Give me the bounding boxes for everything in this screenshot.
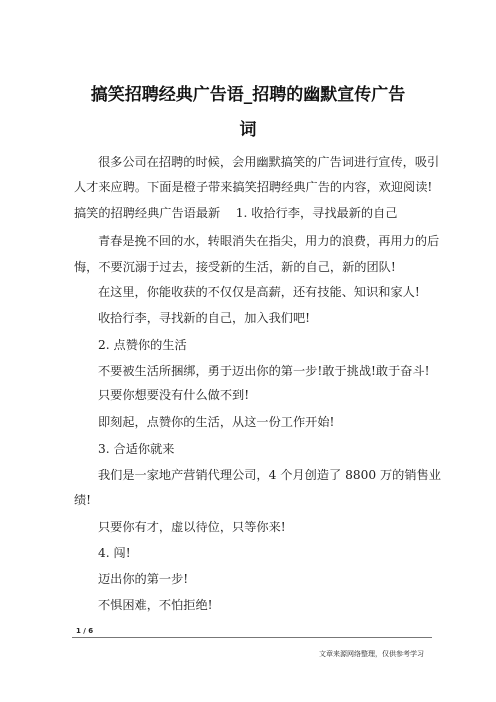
section-heading: 3. 合适你就来 [98, 442, 175, 456]
body-line: 很多公司在招聘的时候，会用幽默搞笑的广告词进行宣传，吸引 [98, 155, 440, 169]
body-line: 不惧困难，不怕拒绝! [98, 598, 213, 612]
body-line: 即刻起，点赞你的生活，从这一份工作开始! [98, 415, 335, 429]
body-line: 我们是一家地产营销代理公司，4 个月创造了 8800 万的销售业 [98, 468, 441, 482]
document-title-line-1: 搞笑招聘经典广告语_招聘的幽默宣传广告 [90, 85, 406, 105]
body-line: 在这里，你能收获的不仅仅是高薪，还有技能、知识和家人! [98, 285, 420, 299]
footer-note: 文章来源网络整理，仅供参考学习 [319, 650, 424, 658]
footer-divider [72, 637, 432, 638]
body-line: 收拾行李，寻找新的自己，加入我们吧! [98, 311, 311, 325]
section-heading: 4. 闯! [98, 546, 131, 560]
body-line: 人才来应聘。下面是橙子带来搞笑招聘经典广告的内容，欢迎阅读! [74, 180, 433, 194]
body-line: 迈出你的第一步! [98, 572, 189, 586]
section-heading: 2. 点赞你的生活 [98, 338, 187, 352]
body-line: 悔，不要沉溺于过去，接受新的生活，新的自己，新的团队! [74, 260, 396, 274]
body-line: 青春是挽不回的水，转眼消失在指尖，用力的浪费，再用力的后 [98, 234, 440, 248]
body-line: 绩! [74, 493, 92, 507]
body-line: 搞笑的招聘经典广告语最新 1. 收拾行李，寻找最新的自己 [74, 206, 398, 220]
document-title-line-2: 词 [239, 120, 257, 140]
page-number: 1 / 6 [76, 627, 94, 635]
body-line: 不要被生活所捆绑，勇于迈出你的第一步!敢于挑战!敢于奋斗! [98, 364, 430, 378]
body-line: 只要你想要没有什么做不到! [98, 388, 250, 402]
body-line: 只要你有才，虚以待位，只等你来! [98, 520, 286, 534]
